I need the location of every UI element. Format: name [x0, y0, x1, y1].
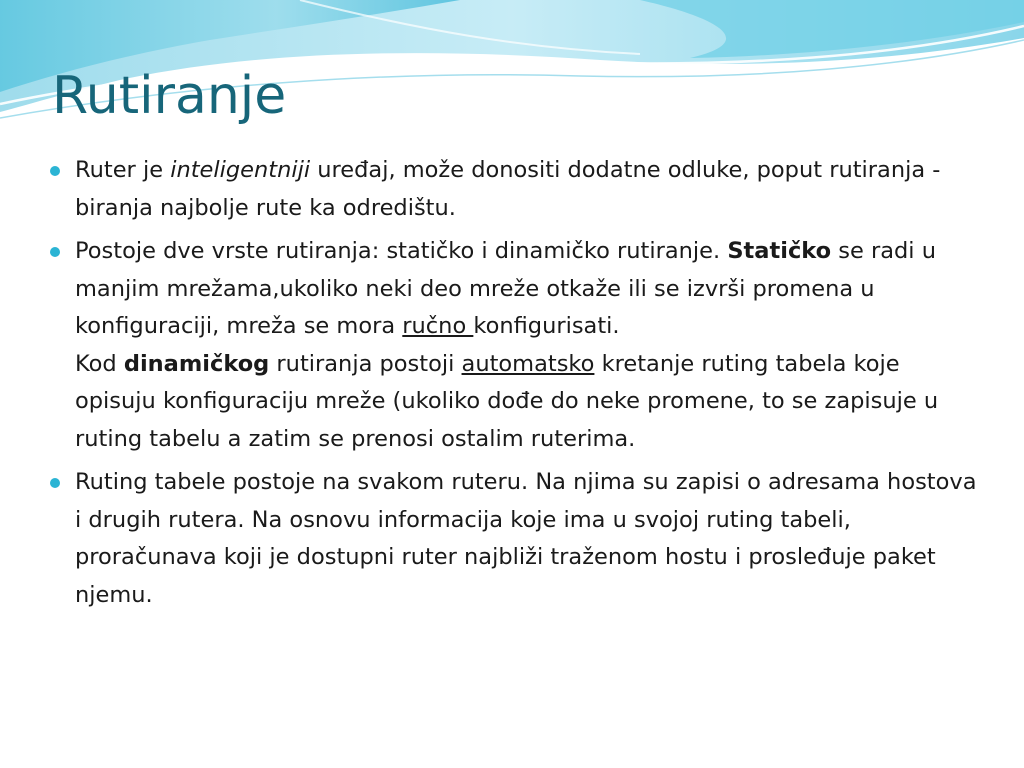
italic-term: inteligentniji — [170, 157, 311, 183]
bullet-item — [48, 233, 983, 458]
bullet-dot-icon — [50, 247, 60, 257]
text-run: kretanje ruting tabela koje opisuju konfiguraciju mreže (ukoliko dođe do neke promene, to se zapisuje u ruting tabelu a zatim se prenosi ostalim ruterima. — [75, 350, 939, 452]
slide-title: Rutiranje — [52, 66, 287, 126]
bullet-list — [48, 152, 983, 620]
underlined-term: ručno — [402, 313, 474, 339]
bold-term: Statičko — [727, 238, 832, 264]
text-run: rutiranja postoji — [269, 350, 462, 377]
bold-term: dinamičkog — [123, 350, 270, 377]
bullet-item — [48, 464, 983, 614]
text-run: Kod — [75, 350, 124, 377]
text-run: uređaj, može donositi dodatne odluke, poput rutiranja -biranja najbolje rute ka odredištu. — [75, 157, 941, 221]
bullet-dot-icon — [50, 166, 60, 176]
text-run: Ruting tabele postoje na svakom ruteru. Na njima su zapisi o adresama hostova i drugih rutera. Na osnovu informacija koje ima u svojoj ruting tabeli, proračunava koji je dostupni ruter najbliži traženom hostu i prosleđuje paket njemu. — [75, 469, 977, 608]
text-run: konfigurisati. — [473, 313, 620, 339]
text-run: Postoje dve vrste rutiranja: statičko i dinamičko rutiranje. — [75, 238, 728, 264]
underlined-term: automatsko — [461, 350, 595, 377]
text-run: Ruter je — [75, 157, 171, 183]
text-run: se radi u manjim mrežama,ukoliko neki deo mreže otkaže ili se izvrši promena u konfiguraciji, mreža se mora — [75, 238, 936, 339]
bullet-dot-icon — [50, 478, 60, 488]
bullet-item — [48, 152, 983, 227]
